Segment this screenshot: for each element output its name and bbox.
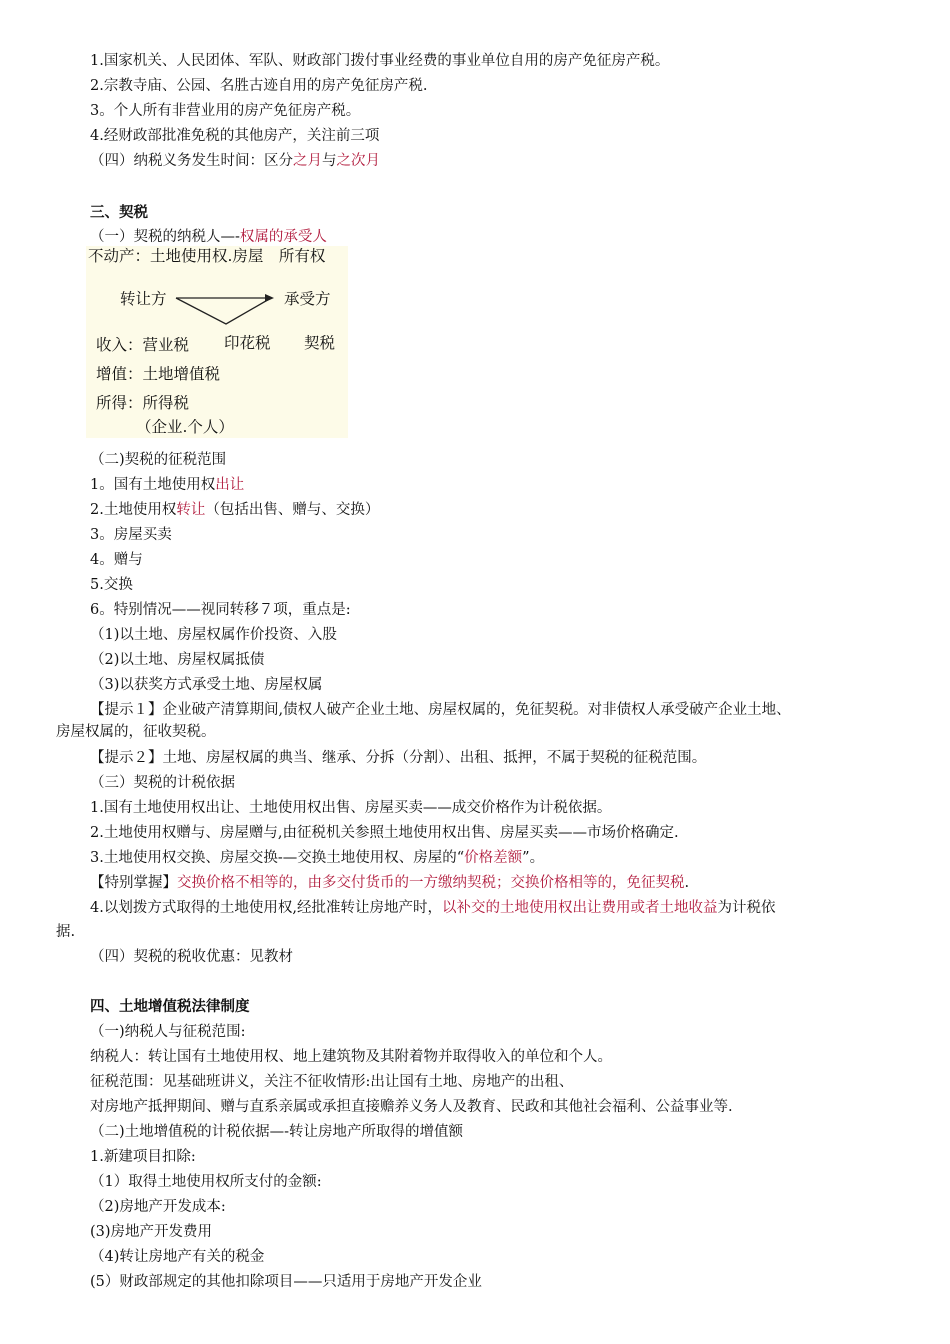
text-line — [90, 525, 172, 545]
text-segment: 为计税依 — [717, 900, 776, 916]
text-line — [56, 722, 216, 742]
text-segment: ”。 — [522, 850, 545, 866]
text-segment: (5）财政部规定的其他扣除项目——只适用于房地产开发企业 — [90, 1274, 482, 1290]
text-line — [90, 1247, 264, 1267]
text-line — [90, 600, 351, 620]
text-line — [90, 1222, 212, 1242]
text-segment: 1.国有土地使用权出让、土地使用权出售、房屋买卖——成交价格作为计税依据。 — [90, 800, 612, 816]
text-line — [90, 798, 611, 818]
text-segment: 1。国有土地使用权 — [90, 477, 216, 493]
arrow-head-icon — [265, 294, 274, 302]
text-segment: 4.以划拨方式取得的土地使用权,经批准转让房地产时， — [90, 900, 442, 916]
stamp-tax-label: 印花税 — [224, 334, 271, 352]
text-segment: （3)以获奖方式承受土地、房屋权属 — [90, 677, 323, 693]
text-line — [90, 1097, 733, 1117]
text-segment: （二)契税的征税范围 — [90, 452, 227, 468]
text-segment: （二)土地增值税的计税依据—-转让房地产所取得的增值额 — [90, 1124, 464, 1140]
text-line — [90, 748, 706, 768]
text-line — [90, 1072, 573, 1092]
text-segment: （2)以土地、房屋权属抵债 — [90, 652, 265, 668]
text-segment: 2.土地使用权 — [90, 502, 177, 518]
highlighted-text: 权属的承受人 — [239, 229, 327, 245]
text-line — [90, 1022, 246, 1042]
text-line — [90, 1197, 226, 1217]
earnings-label: 所得：所得税 — [96, 394, 190, 412]
text-segment: . — [684, 875, 690, 891]
text-segment: 6。特别情况——视同转移７项，重点是: — [90, 602, 351, 618]
value-added-label: 增值：土地增值税 — [96, 365, 221, 383]
text-line — [90, 227, 327, 247]
text-segment: 三、契税 — [90, 205, 148, 221]
text-segment: 2.宗教寺庙、公园、名胜古迹自用的房产免征房产税. — [90, 78, 428, 94]
text-line — [90, 500, 379, 520]
text-segment: 2.土地使用权赠与、房屋赠与,由征税机关参照土地使用权出售、房屋买卖——市场价格确定. — [90, 825, 679, 841]
transferee-label: 承受方 — [284, 290, 331, 308]
text-segment: 四、土地增值税法律制度 — [90, 999, 250, 1015]
text-line — [90, 650, 264, 670]
text-line — [90, 1147, 196, 1167]
text-segment: （1）取得土地使用权所支付的金额: — [90, 1174, 322, 1190]
text-segment: （2)房地产开发成本: — [90, 1199, 226, 1215]
text-line — [90, 823, 679, 843]
transferor-label: 转让方 — [120, 290, 167, 308]
section-heading — [90, 997, 250, 1017]
text-segment: （4)转让房地产有关的税金 — [90, 1249, 265, 1265]
deed-tax-diagram — [86, 246, 348, 438]
text-line — [90, 675, 322, 695]
text-segment: 征税范围：见基础班讲义，关注不征收情形:出让国有土地、房地产的出租、 — [90, 1074, 574, 1090]
text-segment: 4。赠与 — [90, 552, 143, 568]
text-segment: 3。房屋买卖 — [90, 527, 172, 543]
highlighted-text: 出让 — [215, 477, 245, 493]
text-line — [90, 773, 235, 793]
text-segment: （四）契税的税收优惠：见教材 — [90, 949, 293, 965]
text-line — [90, 1172, 322, 1192]
text-segment: (3)房地产开发费用 — [90, 1224, 213, 1240]
text-line — [90, 1122, 463, 1142]
v-connector-line — [176, 298, 271, 324]
text-line — [90, 873, 689, 893]
text-segment: 对房地产抵押期间、赠与直系亲属或承担直接赡养义务人及教育、民政和其他社会福利、公益事业等. — [90, 1099, 733, 1115]
text-segment: 1.新建项目扣除: — [90, 1149, 196, 1165]
diagram-heading: 不动产：土地使用权.房屋 所有权 — [88, 247, 326, 265]
text-segment: 房屋权属的，征收契税。 — [56, 724, 216, 740]
highlighted-text: 以补交的土地使用权出让费用或者土地收益 — [441, 900, 718, 916]
text-segment: 【提示１】企业破产清算期间,债权人破产企业土地、房屋权属的，免征契税。对非债权人承受破产企业土地、 — [90, 702, 791, 718]
text-line — [90, 101, 360, 121]
text-segment: （1)以土地、房屋权属作价投资、入股 — [90, 627, 337, 643]
income-tax-label: 收入：营业税 — [96, 336, 190, 354]
text-line — [90, 848, 544, 868]
text-segment: （四）纳税义务发生时间：区分 — [90, 153, 293, 169]
text-line — [90, 625, 337, 645]
text-segment: 4.经财政部批准免税的其他房产，关注前三项 — [90, 128, 380, 144]
text-line — [90, 947, 293, 967]
text-line — [90, 700, 791, 720]
text-line — [56, 922, 75, 942]
text-line — [90, 151, 380, 171]
text-line — [90, 898, 775, 918]
text-segment: 1.国家机关、人民团体、军队、财政部门拨付事业经费的事业单位自用的房产免征房产税。 — [90, 53, 670, 69]
text-segment: （三）契税的计税依据 — [90, 775, 235, 791]
entity-label: （企业.个人） — [136, 418, 234, 436]
text-segment: 3。个人所有非营业用的房产免征房产税。 — [90, 103, 361, 119]
text-segment: 5.交换 — [90, 577, 133, 593]
text-segment: 据. — [56, 924, 76, 940]
section-heading — [90, 203, 148, 223]
text-line — [90, 126, 379, 146]
highlighted-text: 转让 — [176, 502, 206, 518]
text-segment: （一)纳税人与征税范围: — [90, 1024, 246, 1040]
text-segment: （包括出售、赠与、交换） — [205, 502, 380, 518]
text-line — [90, 475, 244, 495]
text-segment: 【特别掌握】 — [90, 875, 177, 891]
text-segment: 【提示２】土地、房屋权属的典当、继承、分拆（分割）、出租、抵押，不属于契税的征税范围。 — [90, 750, 707, 766]
highlighted-text: 交换价格不相等的，由多交付货币的一方缴纳契税；交换价格相等的，免征契税 — [177, 875, 685, 891]
text-line — [90, 1272, 482, 1292]
highlighted-text: 价格差额 — [464, 850, 523, 866]
text-segment: 纳税人：转让国有土地使用权、地上建筑物及其附着物并取得收入的单位和个人。 — [90, 1049, 612, 1065]
text-line — [90, 51, 669, 71]
text-line — [90, 76, 427, 96]
text-line — [90, 450, 226, 470]
text-segment: 与 — [322, 153, 337, 169]
highlighted-text: 之月 — [293, 153, 322, 169]
text-segment: （一）契税的纳税人—- — [90, 229, 240, 245]
text-line — [90, 550, 143, 570]
text-line — [90, 575, 133, 595]
highlighted-text: 之次月 — [336, 153, 380, 169]
text-line — [90, 1047, 612, 1067]
text-segment: 3.土地使用权交换、房屋交换-—交换土地使用权、房屋的“ — [90, 850, 465, 866]
deed-tax-label: 契税 — [304, 334, 336, 352]
